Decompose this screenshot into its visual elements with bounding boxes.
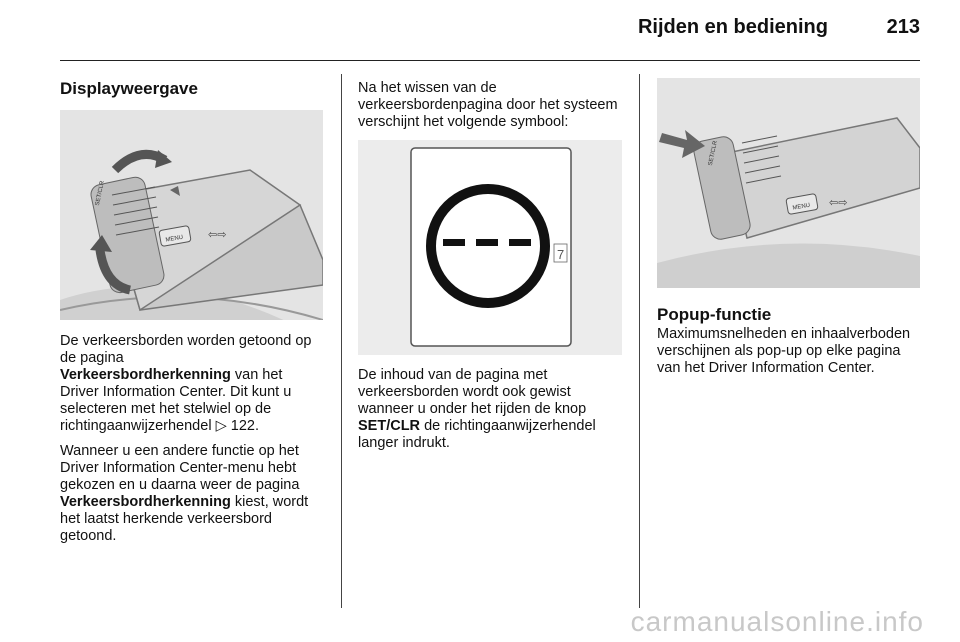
header-rule [60,60,920,61]
section-heading-popup-functie: Popup-functie [657,305,772,324]
page-reference: 122. [230,418,259,434]
lever-menu-label: MENU [165,234,184,244]
lever2-setclr-label: SET/CLR [707,140,719,167]
svg-text:⇦⇨: ⇦⇨ [208,228,227,241]
column-divider-1 [341,74,342,608]
intro-paragraph: Na het wissen van de verkeersbordenpagina door het systeem verschijnt het volgende symbool: [358,80,618,130]
svg-text:⇦⇨: ⇦⇨ [829,196,848,209]
symbol-figure [358,140,622,355]
page-number: 213 [886,16,920,38]
lever-illustration-1 [60,110,323,320]
page-ref-arrow-icon: ▷ [215,418,227,434]
column-divider-2 [639,74,640,608]
paragraph-setclr: De inhoud van de pagina met verkeersborden wordt ook gewist wanneer u onder het rijden de knop SET/CLR de richtingaanwijzerhendel langer indrukt. [358,367,596,451]
term-setclr: SET/CLR [358,418,421,434]
page-header-title: Rijden en bediening [637,16,828,38]
lever2-menu-label: MENU [792,202,811,212]
paragraph-2: Wanneer u een andere functie op het Driver Information Center-menu hebt gekozen en u daarna weer de pagina Verkeersbordherkenning kiest, wordt het laatst herkende verkeersbord getoond. [60,443,309,544]
section-heading-displayweergave: Displayweergave [60,79,198,98]
figure-code: 7 [557,247,565,262]
lever-setclr-label: SET/CLR [94,180,106,207]
term-verkeersbordherkenning: Verkeersbordherkenning [60,367,231,383]
watermark: carmanualsonline.info [630,606,924,637]
popup-paragraph: Maximumsnelheden en inhaalverboden verschijnen als pop-up op elke pagina van het Driver Information Center. [657,326,911,376]
term-verkeersbordherkenning-2: Verkeersbordherkenning [60,494,231,510]
paragraph-1: De verkeersborden worden getoond op de pagina Verkeersbordherkenning van het Driver Information Center. Dit kunt u selecteren met het stelwiel op de richtingaanwijzerhendel ▷ 122. [60,333,312,434]
lever-illustration-2 [657,78,920,288]
